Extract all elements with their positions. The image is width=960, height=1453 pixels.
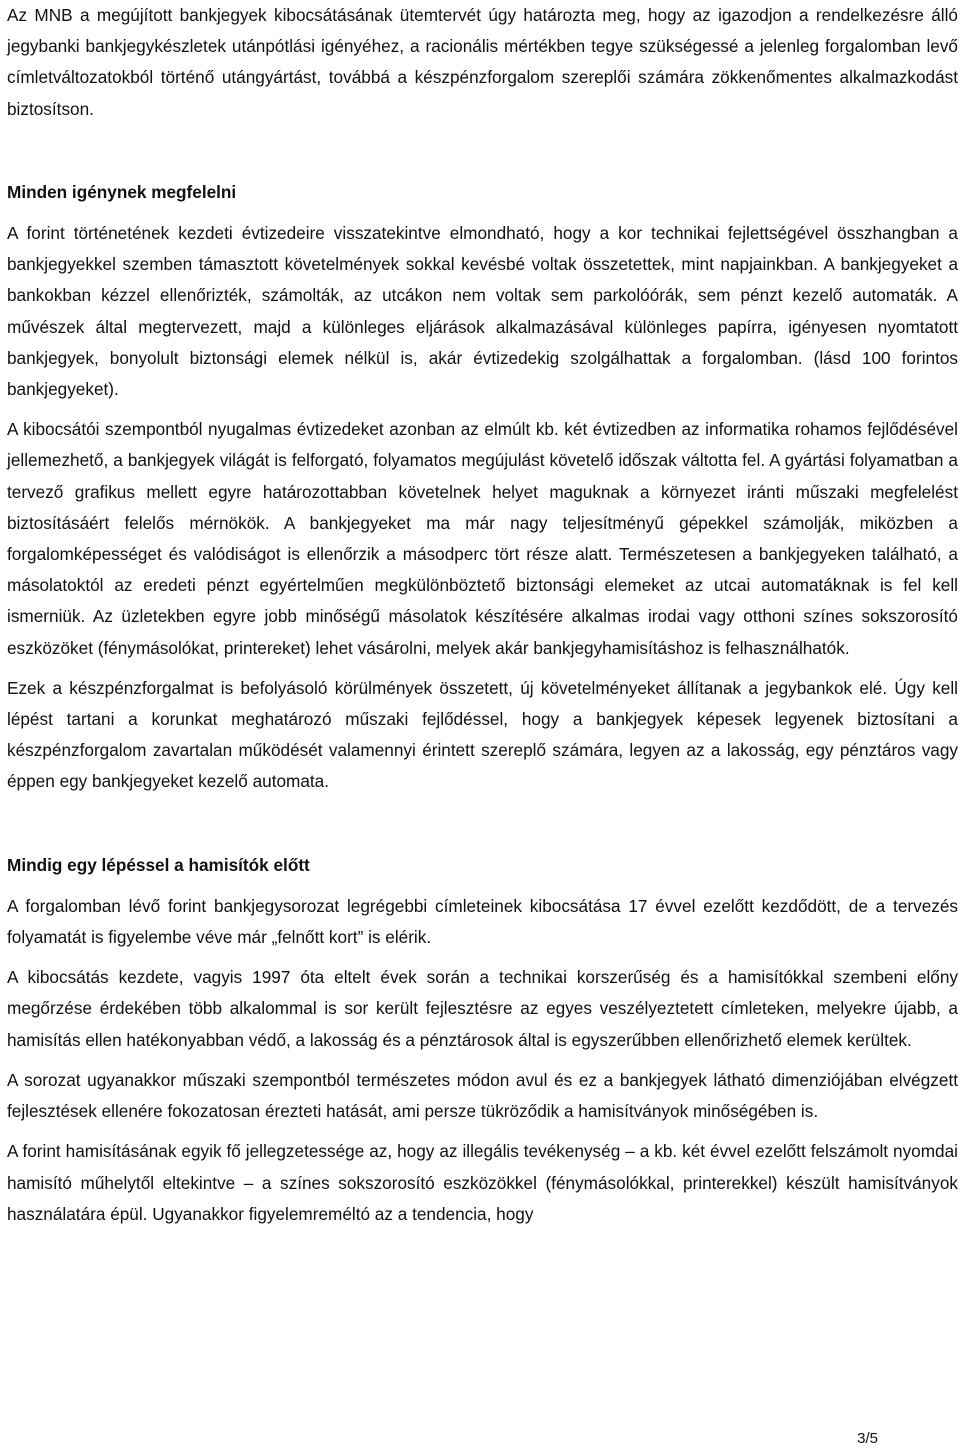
intro-paragraph: Az MNB a megújított bankjegyek kibocsátásának ütemtervét úgy határozta meg, hogy az igazodjon a rendelkezésre álló jegybanki bankjegykészletek utánpótlási igényéhez, a racionális mértékben tegye szükségessé a jelenleg forgalomban levő címletváltozatokból történő utángyártást, továbbá a készpénzforgalom szereplői számára zökkenőmentes alkalmazkodást biztosítson. — [7, 5, 958, 119]
section2-paragraph-4: A forint hamisításának egyik fő jellegzetessége az, hogy az illegális tevékenység – a kb. két évvel ezelőtt felszámolt nyomdai hamisító műhelytől eltekintve – a színes sokszorosító eszközökkel (fénymásolókkal, printerekkel) készült hamisítványok használatára épül. Ugyanakkor figyelemreméltó az a tendencia, hogy — [7, 1141, 958, 1224]
section1-paragraph-1: A forint történetének kezdeti évtizedeire visszatekintve elmondható, hogy a kor technikai fejlettségével összhangban a bankjegyekkel szemben támasztott követelmények sokkal kevésbé voltak összetettek, mint napjainkban. A bankjegyeket a bankokban kézzel ellenőrizték, számolták, az utcákon nem voltak sem parkolóórák, sem pénzt kezelő automaták. A művészek által megtervezett, majd a különleges eljárások alkalmazásával különleges papírra, igényesen nyomtatott bankjegyek, bonyolult biztonsági elemek nélkül is, akár évtizedekig szolgálhattak a forgalomban. (lásd 100 forintos bankjegyeket). — [7, 223, 958, 400]
section1-paragraph-2: A kibocsátói szempontból nyugalmas évtizedeket azonban az elmúlt kb. két évtizedben az informatika rohamos fejlődésével jellemezhető, a bankjegyek világát is felforgató, folyamatos megújulást követelő időszak váltotta fel. A gyártási folyamatban a tervező grafikus mellett egyre határozottabban követelnek helyet maguknak a környezet iránti műszaki megfelelést biztosításáért felelős mérnökök. A bankjegyeket ma már nagy teljesítményű gépekkel számolják, miközben a forgalomképességet és valódiságot is ellenőrzik a másodperc tört része alatt. Természetesen a bankjegyeken található, a másolatoktól az eredeti pénzt egyértelműen megkülönböztető biztonsági elemeket az utcai automatáknak is fel kell ismerniük. Az üzletekben egyre jobb minőségű másolatok készítésére alkalmas irodai vagy otthoni színes sokszorosító eszközöket (fénymásolókat, printereket) lehet vásárolni, melyek akár bankjegyhamisításhoz is felhasználhatók. — [7, 419, 958, 658]
section1-paragraph-3: Ezek a készpénzforgalmat is befolyásoló körülmények összetett, új követelményeket állítanak a jegybankok elé. Úgy kell lépést tartani a korunkat meghatározó műszaki fejlődéssel, hogy a bankjegyek képesek legyenek biztosítani a készpénzforgalom zavartalan működését valamennyi érintett szereplő számára, legyen az a lakosság, egy pénztáros vagy éppen egy bankjegyeket kezelő automata. — [7, 677, 958, 792]
section-heading-mindig-egy-lepessel: Mindig egy lépéssel a hamisítók előtt — [7, 854, 310, 875]
section2-paragraph-2: A kibocsátás kezdete, vagyis 1997 óta eltelt évek során a technikai korszerűség és a hamisítókkal szembeni előny megőrzése érdekében több alkalommal is sor került fejlesztésre az egyes veszélyeztetett címleteken, melyekre újabb, a hamisítás ellen hatékonyabban védő, a lakosság és a pénztárosok által is egyszerűbben ellenőrizhető elemek kerültek. — [7, 967, 958, 1050]
section2-paragraph-3: A sorozat ugyanakkor műszaki szempontból természetes módon avul és ez a bankjegyek látható dimenziójában elvégzett fejlesztések ellenére fokozatosan érezteti hatását, ami persze tükröződik a hamisítványok minőségében is. — [7, 1069, 958, 1122]
section-heading-minden-igenynek: Minden igénynek megfelelni — [7, 181, 237, 202]
page-number: 3/5 — [857, 1430, 878, 1447]
section2-paragraph-1: A forgalomban lévő forint bankjegysorozat legrégebbi címleteinek kibocsátása 17 évvel ezelőtt kezdődött, de a tervezés folyamatát is figyelembe véve már „felnőtt kort” is elérik. — [7, 895, 958, 948]
